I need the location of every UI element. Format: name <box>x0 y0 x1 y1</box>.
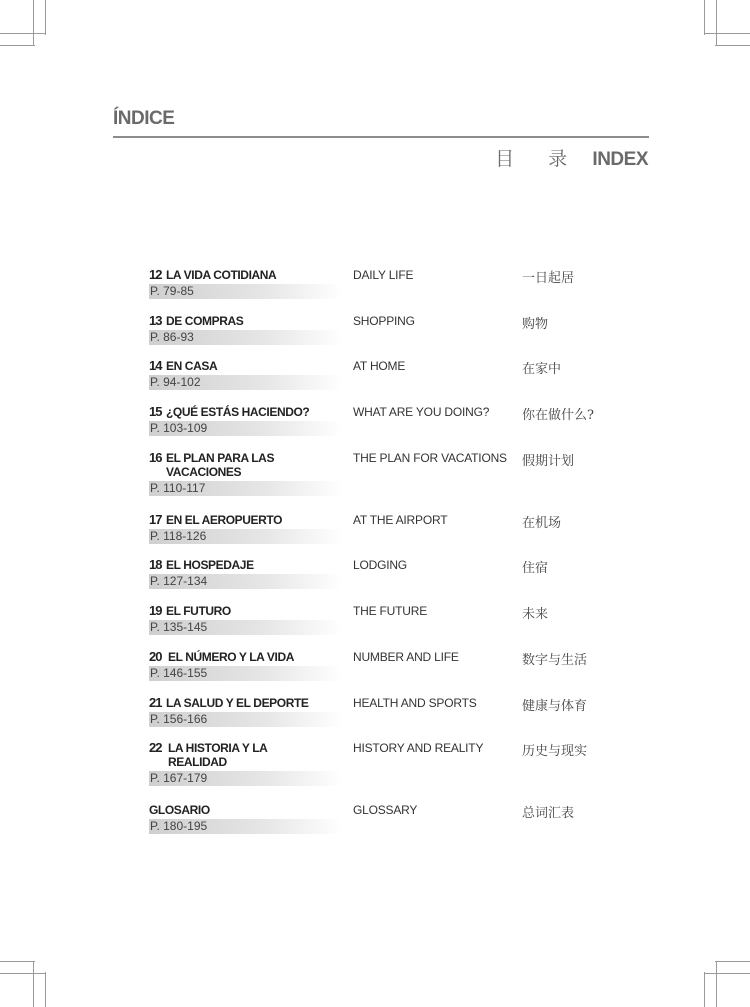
chapter-title-es: ¿QUÉ ESTÁS HACIENDO? <box>166 405 310 419</box>
chapter-number: 19 <box>149 603 162 618</box>
chapter-title-es: EL NÚMERO Y LA VIDA <box>168 650 294 664</box>
chapter-title-zh: 在家中 <box>522 362 562 377</box>
chapter-title-zh: 假期计划 <box>522 454 575 469</box>
chapter-title-en: THE FUTURE <box>353 604 427 618</box>
chapter-number: 14 <box>149 358 162 373</box>
crop-mark <box>705 33 750 34</box>
chapter-title-en: LODGING <box>353 558 407 572</box>
chapter-title-es: LA VIDA COTIDIANA <box>166 268 277 282</box>
chapter-title-es: EN CASA <box>166 359 218 373</box>
crop-mark <box>33 962 34 1007</box>
page-range: P. 94-102 <box>149 375 342 390</box>
chapter-title-zh: 一日起居 <box>522 271 575 286</box>
chapter-title-zh: 你在做什么? <box>522 408 594 423</box>
crop-mark <box>0 33 45 34</box>
chapter-title-es: GLOSARIO <box>149 803 210 817</box>
chapter-title-zh: 购物 <box>522 317 549 332</box>
chapter-title-es: EL FUTURO <box>166 604 231 618</box>
crop-mark <box>715 45 750 46</box>
chapter-title-en: AT THE AIRPORT <box>353 513 448 527</box>
crop-mark <box>33 0 34 45</box>
crop-mark <box>715 961 750 962</box>
crop-mark <box>0 961 35 962</box>
page-title: ÍNDICE <box>113 108 175 129</box>
chapter-title-zh: 历史与现实 <box>522 744 588 759</box>
crop-mark <box>45 972 46 1007</box>
crop-mark <box>704 972 705 1007</box>
chapter-title-en: HISTORY AND REALITY <box>353 741 484 755</box>
page-range: P. 146-155 <box>149 666 342 681</box>
page-range: P. 79-85 <box>149 284 342 299</box>
chapter-number: 13 <box>149 313 162 328</box>
crop-mark <box>45 0 46 35</box>
page-range: P. 110-117 <box>149 481 342 496</box>
page-range: P. 103-109 <box>149 421 342 436</box>
chapter-number: 18 <box>149 557 162 572</box>
page-range: P. 167-179 <box>149 771 342 786</box>
chapter-title-en: GLOSSARY <box>353 803 418 817</box>
chapter-title-es: EL PLAN PARA LAS VACACIONES <box>166 451 275 479</box>
chapter-title-zh: 总词汇表 <box>522 806 575 821</box>
crop-mark <box>0 45 35 46</box>
chapter-title-en: DAILY LIFE <box>353 268 414 282</box>
chapter-title-en: THE PLAN FOR VACATIONS <box>353 451 507 465</box>
page-title-english: INDEX <box>592 149 648 170</box>
crop-mark <box>716 0 717 45</box>
chapter-title-es: EL HOSPEDAJE <box>166 558 254 572</box>
page-title-secondary <box>495 144 648 171</box>
page-range: P. 118-126 <box>149 529 342 544</box>
chapter-number: 16 <box>149 450 162 465</box>
page-range: P. 180-195 <box>149 819 342 834</box>
title-divider <box>113 136 649 138</box>
chapter-title-en: AT HOME <box>353 359 406 373</box>
crop-mark <box>0 973 45 974</box>
chapter-title-en: NUMBER AND LIFE <box>353 650 459 664</box>
chapter-number: 21 <box>149 695 162 710</box>
chapter-title-zh: 未来 <box>522 607 549 622</box>
chapter-title-en: HEALTH AND SPORTS <box>353 696 477 710</box>
chapter-title-es: DE COMPRAS <box>166 314 244 328</box>
chapter-title-zh: 住宿 <box>522 561 549 576</box>
page-range: P. 86-93 <box>149 330 342 345</box>
crop-mark <box>716 962 717 1007</box>
chapter-title-es: LA SALUD Y EL DEPORTE <box>166 696 309 710</box>
chapter-title-es: LA HISTORIA Y LA REALIDAD <box>168 741 267 769</box>
chapter-number: 17 <box>149 512 162 527</box>
chapter-title-en: SHOPPING <box>353 314 415 328</box>
crop-mark <box>705 973 750 974</box>
chapter-number: 15 <box>149 404 162 419</box>
chapter-title-es: EN EL AEROPUERTO <box>166 513 283 527</box>
page-range: P. 135-145 <box>149 620 342 635</box>
chapter-number: 12 <box>149 267 162 282</box>
page-range: P. 156-166 <box>149 712 342 727</box>
chapter-number: 20 <box>149 649 162 664</box>
crop-mark <box>704 0 705 35</box>
page-title-chinese: 目 录 <box>495 148 582 170</box>
chapter-title-zh: 数字与生活 <box>522 653 588 668</box>
chapter-title-zh: 在机场 <box>522 516 562 531</box>
chapter-title-zh: 健康与体育 <box>522 699 588 714</box>
chapter-title-en: WHAT ARE YOU DOING? <box>353 405 490 419</box>
chapter-number: 22 <box>149 740 162 755</box>
page-range: P. 127-134 <box>149 574 342 589</box>
